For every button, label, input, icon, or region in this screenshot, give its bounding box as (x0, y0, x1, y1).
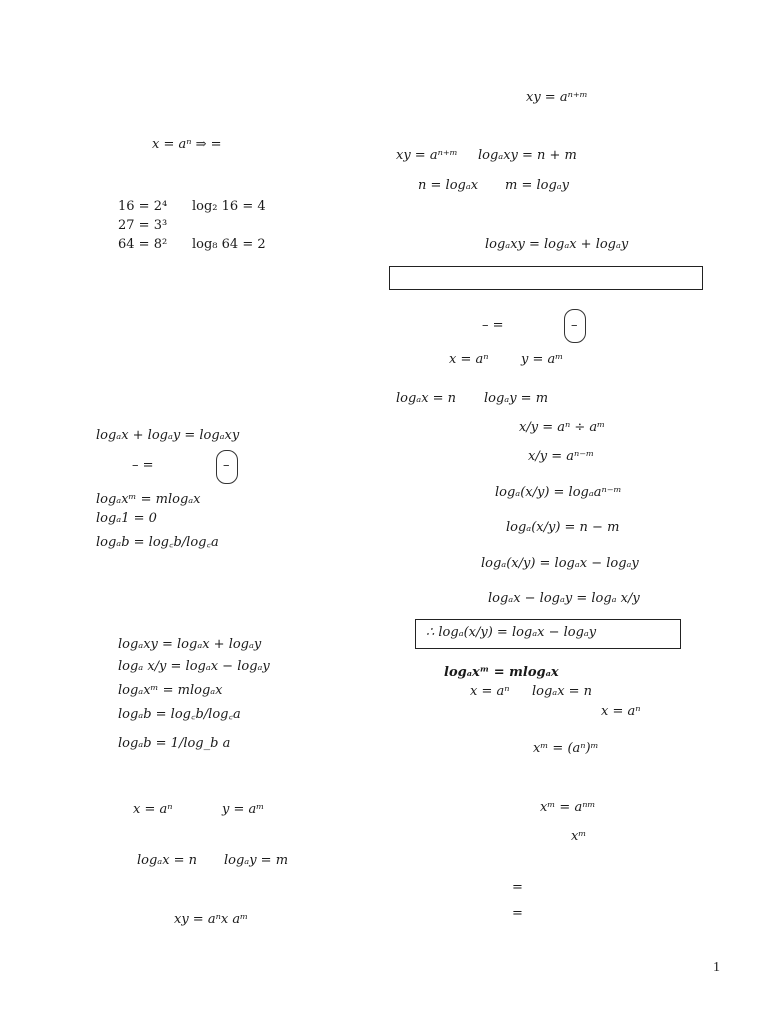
page-number: 1 (713, 960, 720, 975)
right-xy-sum-exponent-2: xy = aⁿ⁺ᵐ (396, 148, 458, 163)
right-power-log-x: logₐx = n (532, 684, 593, 699)
right-log-x-n: logₐx = n (396, 391, 457, 406)
example-64-log: log₈ 64 = 2 (192, 237, 266, 252)
right-quotient-dashes: – = (482, 318, 504, 333)
right-m-equals: m = logₐy (505, 178, 570, 193)
proof-log-y: logₐy = m (224, 853, 289, 868)
property-power: logₐxᵐ = mlogₐx (96, 492, 201, 507)
right-equals-1: = (512, 880, 523, 895)
example-27: 27 = 3³ (118, 218, 168, 233)
right-log-of-quotient: logₐ(x/y) = logₐaⁿ⁻ᵐ (495, 485, 622, 500)
quotient-dash: – (223, 458, 230, 473)
right-division: x/y = aⁿ ÷ aᵐ (519, 420, 606, 435)
proof-log-x: logₐx = n (137, 853, 198, 868)
right-product-rule: logₐxy = logₐx + logₐy (485, 237, 629, 252)
example-64: 64 = 8² (118, 237, 168, 252)
right-x-equals: x = aⁿ (449, 352, 489, 367)
proof-y-equals: y = aᵐ (222, 802, 265, 817)
property-change-base: logₐb = log꜀b/log꜀a (96, 535, 219, 550)
right-division-result: x/y = aⁿ⁻ᵐ (528, 449, 595, 464)
right-log-y-m: logₐy = m (484, 391, 549, 406)
property-quotient-dashes: – = (132, 458, 154, 473)
example-16-log: log₂ 16 = 4 (192, 199, 266, 214)
property-one: logₐ1 = 0 (96, 511, 157, 526)
summary-power-rule: logₐxᵐ = mlogₐx (118, 683, 223, 698)
proof-xy-product: xy = aⁿx aᵐ (174, 912, 249, 927)
right-quotient-rule-reversed: logₐx − logₐy = logₐ x/y (488, 591, 640, 606)
example-16: 16 = 2⁴ (118, 199, 168, 214)
right-equals-2: = (512, 906, 523, 921)
property-sum: logₐx + logₐy = logₐxy (96, 428, 240, 443)
right-quotient-rule: logₐ(x/y) = logₐx − logₐy (481, 556, 639, 571)
right-power-raise: xᵐ = (aⁿ)ᵐ (533, 741, 599, 756)
power-rule-heading: logₐxᵐ = mlogₐx (444, 665, 559, 680)
conclusion-quotient-rule: ∴ logₐ(x/y) = logₐx − logₐy (426, 625, 597, 640)
right-quotient-dash: – (571, 318, 578, 333)
right-n-equals: n = logₐx (418, 178, 479, 193)
summary-change-base: logₐb = log꜀b/log꜀a (118, 707, 241, 722)
right-log-quotient-n-minus-m: logₐ(x/y) = n − m (506, 520, 620, 535)
proof-x-equals: x = aⁿ (133, 802, 173, 817)
summary-reciprocal: logₐb = 1/log_b a (118, 736, 231, 751)
right-log-xy-sum: logₐxy = n + m (478, 148, 577, 163)
empty-boxed-area (389, 266, 703, 290)
right-power-x-equals-2: x = aⁿ (601, 704, 641, 719)
right-power-result: xᵐ = aⁿᵐ (540, 800, 596, 815)
right-power-xm: xᵐ (571, 829, 587, 844)
right-y-equals: y = aᵐ (521, 352, 564, 367)
right-xy-sum-exponent: xy = aⁿ⁺ᵐ (526, 90, 588, 105)
right-power-x-equals: x = aⁿ (470, 684, 510, 699)
summary-product-rule: logₐxy = logₐx + logₐy (118, 637, 262, 652)
definition-line: x = aⁿ ⇒ = (152, 137, 222, 152)
summary-quotient-rule: logₐ x/y = logₐx − logₐy (118, 659, 270, 674)
